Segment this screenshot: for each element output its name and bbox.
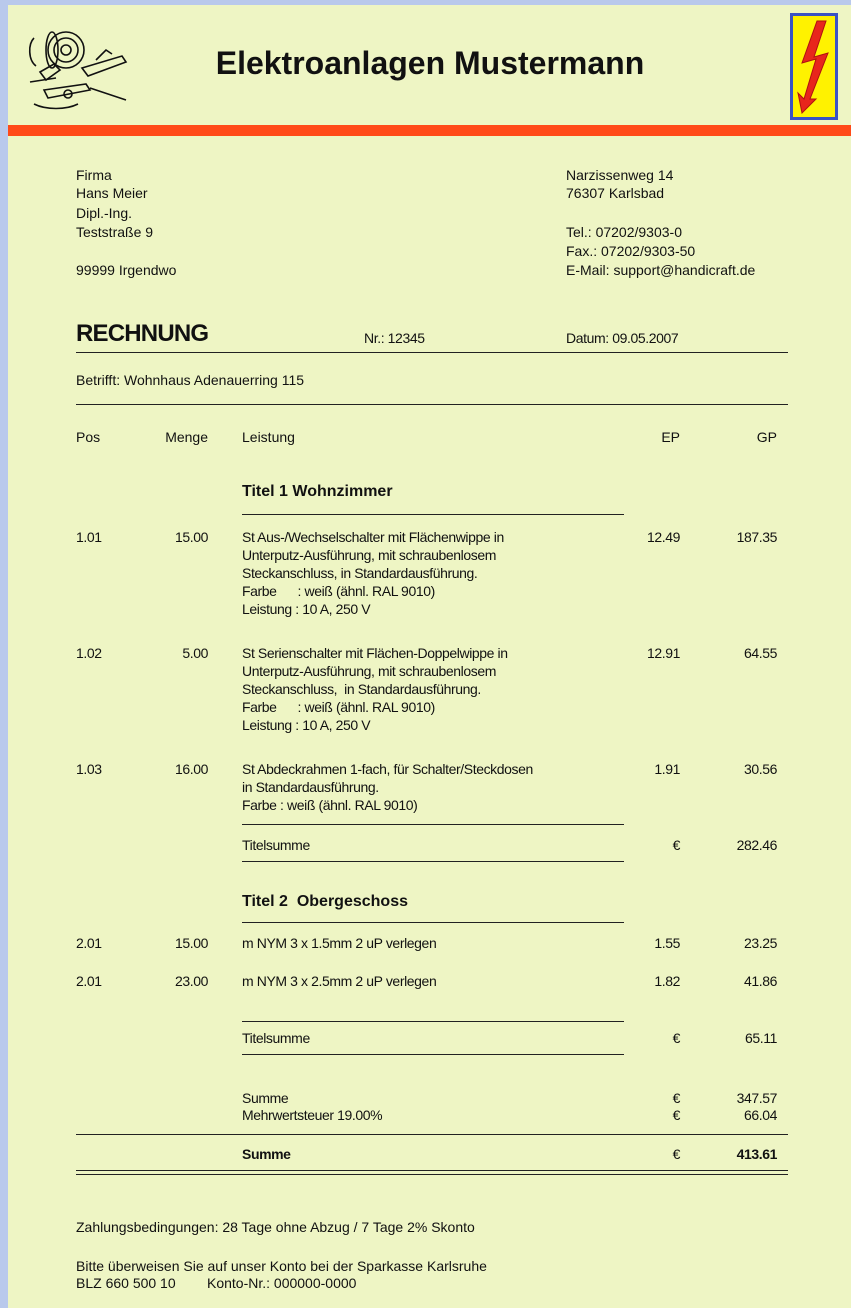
net-sum-currency: €: [672, 1090, 680, 1106]
item-unit-price: 12.91: [646, 645, 680, 661]
item-pos: 1.03: [76, 761, 102, 777]
grand-total-value: 413.61: [736, 1146, 777, 1162]
item-description-line: Unterputz-Ausführung, mit schraubenlosem: [242, 547, 497, 563]
divider: [76, 404, 788, 405]
grand-total-currency: €: [672, 1146, 680, 1162]
payment-terms: Zahlungsbedingungen: 28 Tage ohne Abzug / 7 Tage 2% Skonto: [76, 1219, 475, 1235]
subtotal-currency: €: [672, 1030, 680, 1046]
item-unit-price: 1.82: [654, 973, 680, 989]
account-number: Konto-Nr.: 000000-0000: [207, 1275, 357, 1291]
item-qty: 15.00: [174, 529, 208, 545]
item-total-price: 23.25: [743, 935, 777, 951]
sender-email: E-Mail: support@handicraft.de: [566, 262, 756, 278]
invoice-title: RECHNUNG: [76, 320, 209, 347]
frame-left-border: [0, 0, 8, 1308]
vat-label: Mehrwertsteuer 19.00%: [242, 1107, 383, 1123]
bank-code: BLZ 660 500 10: [76, 1275, 176, 1291]
sender-tel: Tel.: 07202/9303-0: [566, 224, 682, 240]
item-unit-price: 12.49: [646, 529, 680, 545]
subtotal-value: 282.46: [736, 837, 777, 853]
item-qty: 16.00: [174, 761, 208, 777]
subtotal-value: 65.11: [745, 1030, 777, 1046]
item-total-price: 30.56: [743, 761, 777, 777]
item-qty: 5.00: [182, 645, 208, 661]
divider: [242, 1021, 624, 1022]
column-header-gp: GP: [756, 429, 777, 445]
item-description-line: in Standardausführung.: [242, 779, 379, 795]
subtotal-label: Titelsumme: [242, 837, 310, 853]
item-pos: 1.01: [76, 529, 102, 545]
item-total-price: 41.86: [743, 973, 777, 989]
divider: [242, 861, 624, 862]
grand-total-label: Summe: [242, 1146, 291, 1162]
item-description-line: St Abdeckrahmen 1-fach, für Schalter/Steckdosen: [242, 761, 533, 777]
item-unit-price: 1.91: [654, 761, 680, 777]
section-heading-title1: Titel 1 Wohnzimmer: [242, 483, 393, 500]
net-sum-value: 347.57: [736, 1090, 777, 1106]
net-sum-label: Summe: [242, 1090, 289, 1106]
subtotal-currency: €: [672, 837, 680, 853]
item-description-line: St Serienschalter mit Flächen-Doppelwippe in: [242, 645, 508, 661]
divider: [76, 352, 788, 353]
item-unit-price: 1.55: [654, 935, 680, 951]
company-name: Elektroanlagen Mustermann: [215, 45, 645, 81]
item-description-line: St Aus-/Wechselschalter mit Flächenwippe in: [242, 529, 504, 545]
item-description-line: m NYM 3 x 2.5mm 2 uP verlegen: [242, 973, 437, 989]
item-description-line: Leistung : 10 A, 250 V: [242, 601, 371, 617]
vat-currency: €: [672, 1107, 680, 1123]
invoice-number: Nr.: 12345: [364, 330, 425, 346]
lightning-logo-icon: [790, 13, 838, 120]
vat-value: 66.04: [743, 1107, 777, 1123]
bank-info: Bitte überweisen Sie auf unser Konto bei der Sparkasse Karlsruhe: [76, 1258, 487, 1274]
tools-logo-icon: [26, 20, 136, 115]
recipient-line-5: 99999 Irgendwo: [76, 262, 177, 278]
item-description-line: Unterputz-Ausführung, mit schraubenlosem: [242, 663, 497, 679]
item-description-line: Farbe : weiß (ähnl. RAL 9010): [242, 699, 435, 715]
divider: [242, 922, 624, 923]
item-qty: 15.00: [174, 935, 208, 951]
item-total-price: 64.55: [743, 645, 777, 661]
column-header-ep: EP: [661, 429, 680, 445]
section-heading-title2: Titel 2 Obergeschoss: [242, 893, 408, 910]
item-pos: 2.01: [76, 973, 102, 989]
column-header-pos: Pos: [76, 429, 101, 445]
invoice-date: Datum: 09.05.2007: [566, 330, 679, 346]
item-pos: 1.02: [76, 645, 102, 661]
double-rule-bottom: [76, 1174, 788, 1175]
subtotal-label: Titelsumme: [242, 1030, 310, 1046]
item-description-line: Steckanschluss, in Standardausführung.: [242, 565, 478, 581]
double-rule-top: [76, 1170, 788, 1171]
item-pos: 2.01: [76, 935, 102, 951]
recipient-line-3: Dipl.-Ing.: [76, 205, 133, 221]
column-header-qty: Menge: [165, 429, 208, 445]
sender-street: Narzissenweg 14: [566, 167, 674, 183]
divider: [242, 824, 624, 825]
item-description-line: Farbe : weiß (ähnl. RAL 9010): [242, 583, 435, 599]
item-qty: 23.00: [174, 973, 208, 989]
item-description-line: m NYM 3 x 1.5mm 2 uP verlegen: [242, 935, 437, 951]
column-header-service: Leistung: [242, 429, 295, 445]
divider: [242, 1054, 624, 1055]
recipient-line-1: Firma: [76, 167, 112, 183]
invoice-subject: Betrifft: Wohnhaus Adenauerring 115: [76, 372, 305, 388]
item-description-line: Leistung : 10 A, 250 V: [242, 717, 371, 733]
item-description-line: Farbe : weiß (ähnl. RAL 9010): [242, 797, 418, 813]
sender-city: 76307 Karlsbad: [566, 185, 665, 201]
sender-fax: Fax.: 07202/9303-50: [566, 243, 696, 259]
divider: [242, 514, 624, 515]
header-accent-bar: [8, 125, 851, 136]
divider: [76, 1134, 788, 1135]
recipient-line-2: Hans Meier: [76, 185, 148, 201]
item-description-line: Steckanschluss, in Standardausführung.: [242, 681, 481, 697]
recipient-line-4: Teststraße 9: [76, 224, 154, 240]
item-total-price: 187.35: [736, 529, 777, 545]
